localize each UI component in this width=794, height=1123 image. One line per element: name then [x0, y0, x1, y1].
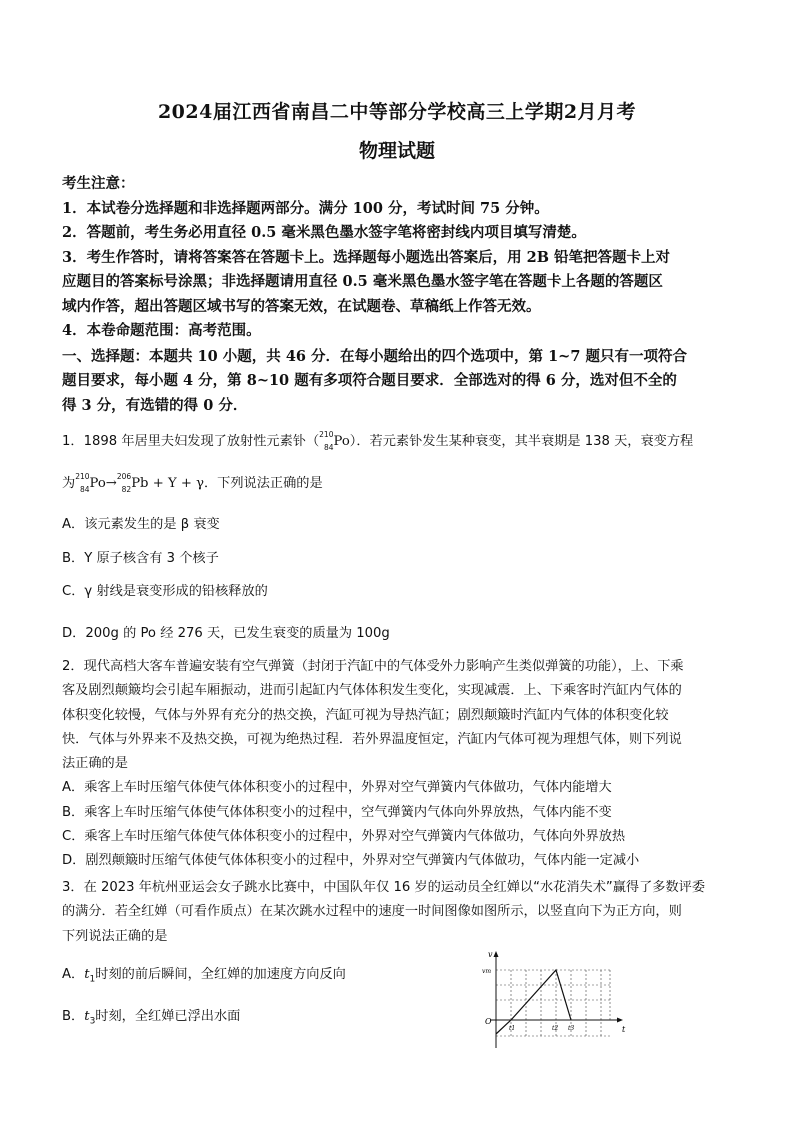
y-axis-arrow-icon [494, 951, 499, 957]
notice-item-1: 1．本试卷分选择题和非选择题两部分。满分 100 分，考试时间 75 分钟。 [62, 199, 549, 217]
po-number: 84 [323, 442, 334, 452]
q2-line-3: 体积变化较慢，气体与外界有充分的热交换，汽缸可视为导热汽缸；剧烈颠簸时汽缸内气体的体积变化较 [62, 707, 669, 723]
po-mass-2: 210 [75, 472, 90, 481]
q1-option-d: D．200g 的 Po 经 276 天，已发生衰变的质量为 100g [62, 626, 390, 641]
q3-option-a-var: t [84, 967, 90, 982]
eq-rest: + Y + γ [148, 476, 204, 491]
t1-label: t1 [509, 1025, 516, 1032]
pb-number: 82 [121, 484, 132, 494]
q2-option-a: A．乘客上车时压缩气体使气体体积变小的过程中，外界对空气弹簧内气体做功，气体内能增大 [62, 780, 612, 796]
x-axis-arrow-icon [617, 1018, 623, 1023]
vm-label: vm [482, 968, 492, 975]
origin-label: O [485, 1017, 492, 1026]
q3-line-1: 3．在 2023 年杭州亚运会女子跳水比赛中，中国队年仅 16 岁的运动员全红婵以“水花消失术”赢得了多数评委 [62, 880, 706, 895]
q1-stem [62, 430, 693, 451]
velocity-line [496, 970, 571, 1034]
section-1-line-3: 得 3 分，有选错的得 0 分． [62, 396, 248, 414]
x-axis-label: t [622, 1025, 626, 1034]
section-1-line-1: 一、选择题：本题共 10 小题，共 46 分．在每小题给出的四个选项中，第 1~7 题只有一项符合 [62, 347, 687, 365]
q1-option-c: C．γ 射线是衰变形成的铅核释放的 [62, 584, 268, 599]
section-1-line-2: 题目要求，每小题 4 分，第 8~10 题有多项符合题目要求．全部选对的得 6 分，选对但不全的 [62, 372, 677, 389]
po-symbol-2: Po [89, 476, 106, 491]
q2-line-4: 快．气体与外界来不及热交换，可视为绝热过程．若外界温度恒定，汽缸内气体可视为理想气体，则下列说 [62, 731, 682, 747]
notice-item-3-line-2: 应题目的答案标号涂黑；非选择题请用直径 0.5 毫米黑色墨水签字笔在答题卡上各题的答题区 [62, 273, 663, 290]
y-axis-label: v [488, 950, 493, 959]
velocity-time-graph [470, 948, 640, 1053]
q3-option-a [62, 963, 346, 985]
notice-heading: 考生注意： [62, 175, 135, 192]
q2-line-1: 2．现代高档大客车普遍安装有空气弹簧（封闭于汽缸中的气体受外力影响产生类似弹簧的功能），上、下乘 [62, 659, 684, 674]
q1-stem-part-b: ）．若元素钋发生某种衰变，其半衰期是 138 天，衰变方程 [349, 434, 694, 449]
page-title: 2024届江西省南昌二中等部分学校高三上学期2月月考 [157, 101, 637, 123]
q3-option-b-var: t [84, 1009, 90, 1024]
q3-option-a-prefix: A． [62, 967, 85, 982]
q2-option-c: C．乘客上车时压缩气体使气体体积变小的过程中，外界对空气弹簧内气体做功，气体向外界放热 [62, 829, 626, 845]
q1-eq-prefix: 为 [62, 476, 76, 491]
po-nuclide-2 [75, 473, 89, 493]
po-number-2: 84 [79, 484, 90, 494]
pb-nuclide [117, 473, 131, 493]
q3-option-b-text: 时刻，全红婵已浮出水面 [95, 1009, 241, 1024]
eq-arrow: → [105, 476, 117, 491]
q3-option-b-prefix: B． [62, 1009, 85, 1024]
q1-equation [62, 472, 323, 493]
notice-item-2: 2．答题前，考生务必用直径 0.5 毫米黑色墨水签字笔将密封线内项目填写清楚。 [62, 224, 586, 241]
page-subtitle: 物理试题 [358, 140, 435, 162]
q3-option-b [62, 1005, 240, 1027]
q3-line-3: 下列说法正确的是 [62, 928, 168, 944]
q2-option-b: B．乘客上车时压缩气体使气体体积变小的过程中，空气弹簧内气体向外界放热，气体内能不变 [62, 804, 612, 820]
q1-option-b: B．Y 原子核含有 3 个核子 [62, 551, 219, 566]
notice-section [62, 172, 734, 418]
t2-label: t2 [552, 1025, 559, 1032]
po-nuclide [319, 431, 333, 451]
po-symbol: Po [333, 434, 350, 449]
notice-item-4: 4．本卷命题范围：高考范围。 [62, 322, 261, 339]
q2-line-5: 法正确的是 [62, 756, 128, 772]
q2-line-2: 客及剧烈颠簸均会引起车厢振动，进而引起缸内气体体积发生变化，实现减震．上、下乘客时汽缸内气体的 [62, 683, 682, 699]
q1-option-a: A．该元素发生的是 β 衰变 [62, 517, 220, 532]
q1-eq-suffix: ．下列说法正确的是 [203, 476, 323, 491]
po-mass: 210 [319, 430, 334, 439]
q2-option-d: D．剧烈颠簸时压缩气体使气体体积变小的过程中，外界对空气弹簧内气体做功，气体内能一定减小 [62, 853, 640, 869]
pb-mass: 206 [116, 472, 132, 481]
q3-line-2: 的满分．若全红婵（可看作质点）在某次跳水过程中的速度一时间图像如图所示，以竖直向下为正方向，则 [62, 904, 682, 920]
q2-section [62, 655, 734, 874]
t3-label: t3 [568, 1025, 575, 1032]
q1-stem-part-a: 1．1898 年居里夫妇发现了放射性元素钋（ [62, 434, 320, 449]
q3-option-b-sub: 3 [89, 1016, 96, 1027]
q3-option-a-sub: 1 [89, 974, 96, 985]
notice-item-3-line-3: 域内作答，超出答题区域书写的答案无效，在试题卷、草稿纸上作答无效。 [62, 297, 541, 315]
q3-section [62, 876, 734, 949]
notice-item-3-line-1: 3．考生作答时，请将答案答在答题卡上。选择题每小题选出答案后，用 2B 铅笔把答题卡上对 [62, 248, 671, 266]
q3-option-a-text: 时刻的前后瞬间，全红婵的加速度方向反向 [95, 967, 346, 982]
pb-symbol: Pb [131, 476, 149, 491]
